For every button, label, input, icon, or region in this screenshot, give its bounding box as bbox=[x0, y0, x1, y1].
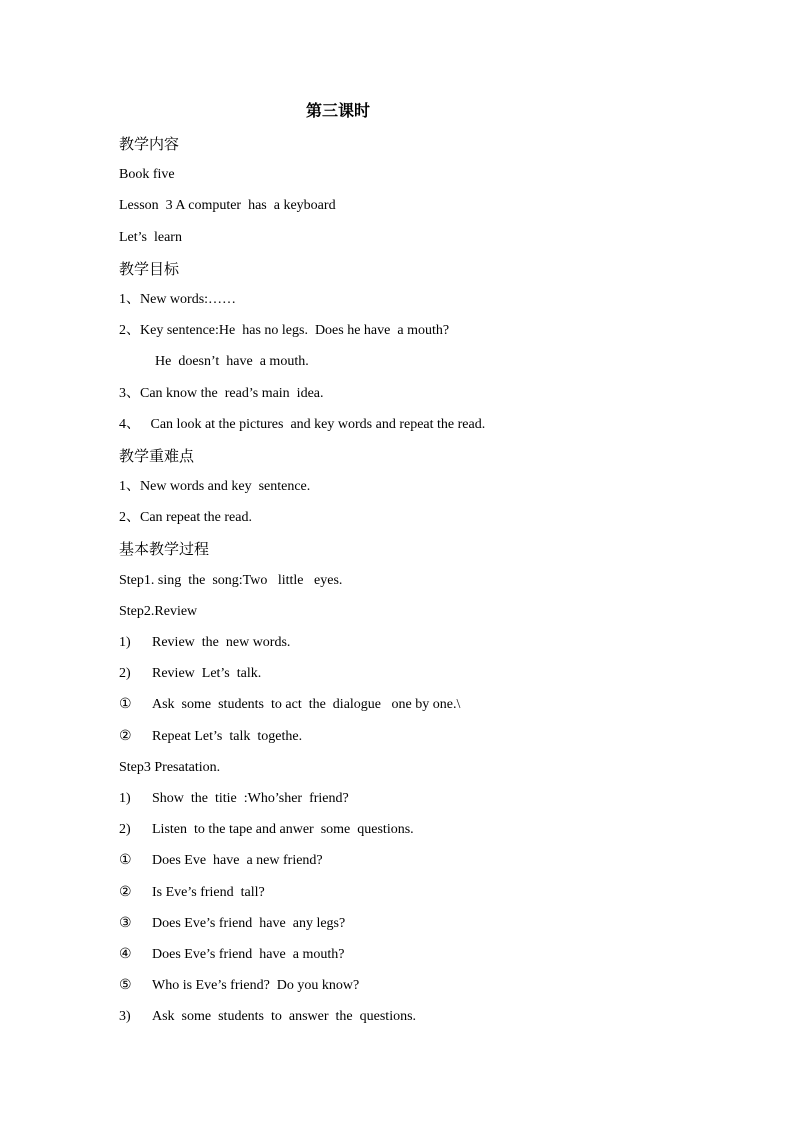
line-text: Ask some students to act the dialogue one by one.\ bbox=[152, 697, 461, 713]
list-marker: ③ bbox=[119, 915, 132, 931]
text-line bbox=[119, 412, 719, 443]
text-line bbox=[119, 599, 719, 630]
text-line bbox=[119, 318, 719, 349]
line-text: Step3 Presatation. bbox=[119, 759, 221, 775]
text-line bbox=[119, 349, 719, 380]
line-text: 教学重难点 bbox=[119, 446, 195, 465]
line-text: Does Eve’s friend have any legs? bbox=[152, 915, 346, 931]
line-text: Is Eve’s friend tall? bbox=[152, 884, 265, 900]
line-text: Step2.Review bbox=[119, 603, 198, 619]
line-text: 教学目标 bbox=[119, 259, 180, 278]
text-line bbox=[119, 848, 719, 879]
text-line bbox=[119, 786, 719, 817]
text-line bbox=[119, 225, 719, 256]
line-text: Does Eve’s friend have a mouth? bbox=[152, 946, 345, 962]
text-line bbox=[119, 942, 719, 973]
section-heading bbox=[119, 131, 719, 162]
text-line bbox=[119, 911, 719, 942]
text-line bbox=[119, 755, 719, 786]
line-text: Who is Eve’s friend? Do you know? bbox=[152, 978, 360, 994]
text-line bbox=[119, 193, 719, 224]
line-text: 3、Can know the read’s main idea. bbox=[119, 385, 324, 401]
line-text: Does Eve have a new friend? bbox=[152, 853, 323, 869]
line-text: Review Let’s talk. bbox=[152, 666, 262, 682]
line-text: Lesson 3 A computer has a keyboard bbox=[119, 198, 336, 214]
line-text: 2、Can repeat the read. bbox=[119, 510, 252, 526]
line-text: 1、New words:…… bbox=[119, 291, 237, 307]
list-marker: 2) bbox=[119, 822, 131, 838]
list-marker: ② bbox=[119, 728, 132, 744]
line-text: Let’s learn bbox=[119, 229, 182, 245]
section-heading bbox=[119, 443, 719, 474]
line-text: Step1. sing the song:Two little eyes. bbox=[119, 572, 343, 588]
line-text: He doesn’t have a mouth. bbox=[155, 354, 309, 370]
list-marker: 1) bbox=[119, 790, 131, 806]
list-marker: ① bbox=[119, 697, 132, 713]
text-line bbox=[119, 817, 719, 848]
section-heading bbox=[119, 256, 719, 287]
list-marker: 1) bbox=[119, 635, 131, 650]
line-text: Book five bbox=[119, 167, 175, 183]
text-line bbox=[119, 973, 719, 1004]
line-text: Repeat Let’s talk togethe. bbox=[152, 728, 303, 744]
list-marker: 3) bbox=[119, 1009, 131, 1025]
text-line bbox=[119, 381, 719, 412]
line-text: Ask some students to answer the questions. bbox=[152, 1009, 417, 1025]
line-text: Review the new words. bbox=[152, 635, 291, 650]
document-body bbox=[119, 131, 719, 1035]
text-line bbox=[119, 880, 719, 911]
text-line bbox=[119, 505, 719, 536]
list-marker: 2) bbox=[119, 666, 131, 682]
list-marker: ② bbox=[119, 884, 132, 900]
text-line bbox=[119, 162, 719, 193]
line-text: 教学内容 bbox=[119, 135, 180, 153]
page-title: 第三课时 bbox=[305, 101, 370, 120]
list-marker: ① bbox=[119, 853, 132, 869]
text-line bbox=[119, 724, 719, 755]
text-line bbox=[119, 568, 719, 599]
list-marker: ⑤ bbox=[119, 978, 132, 994]
text-line bbox=[119, 661, 719, 692]
line-text: 1、New words and key sentence. bbox=[119, 479, 311, 495]
section-heading bbox=[119, 536, 719, 567]
text-line bbox=[119, 287, 719, 318]
text-line bbox=[119, 474, 719, 505]
line-text: 4、 Can look at the pictures and key words and repeat the read. bbox=[119, 416, 486, 432]
line-text: 2、Key sentence:He has no legs. Does he have a mouth? bbox=[119, 323, 450, 339]
text-line bbox=[119, 692, 719, 723]
text-line bbox=[119, 630, 719, 661]
line-text: Show the titie :Who’sher friend? bbox=[152, 790, 349, 806]
list-marker: ④ bbox=[119, 946, 132, 962]
line-text: Listen to the tape and anwer some questions. bbox=[152, 822, 414, 838]
line-text: 基本教学过程 bbox=[119, 540, 210, 559]
text-line bbox=[119, 1004, 719, 1035]
